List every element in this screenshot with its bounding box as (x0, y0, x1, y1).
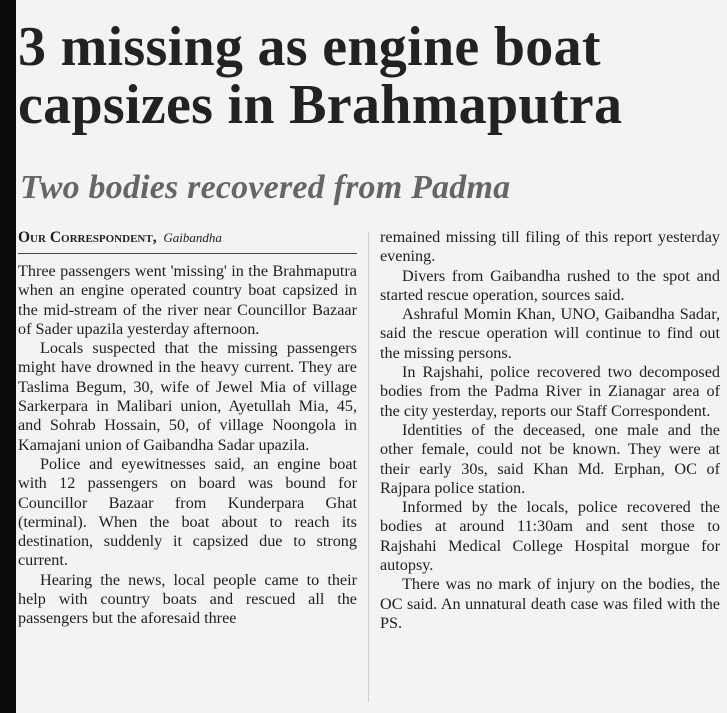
paragraph: Three passengers went 'missing' in the Brahmaputra when an engine operated country boat capsized in the mid-stream of the river near Councillor Bazaar of Sader upazila yesterday afternoon. (18, 262, 357, 338)
article-column-right (380, 228, 720, 633)
paragraph: There was no mark of injury on the bodies, the OC said. An unnatural death case was filed with the PS. (380, 575, 720, 632)
left-edge-bar (0, 0, 16, 713)
byline (18, 228, 357, 254)
headline: 3 missing as engine boat capsizes in Brahmaputra (18, 16, 623, 136)
paragraph: Hearing the news, local people came to their help with country boats and rescued all the passengers but the aforesaid three (18, 570, 357, 628)
paragraph: Informed by the locals, police recovered the bodies at around 11:30am and sent those to Rajshahi Medical College Hospital morgue for autopsy. (380, 498, 720, 575)
paragraph: Divers from Gaibandha rushed to the spot and started rescue operation, sources said. (380, 266, 720, 304)
paragraph: Police and eyewitnesses said, an engine boat with 12 passengers on board was bound for Councillor Bazaar from Kunderpara Ghat (terminal). When the boat about to reach its destination, suddenly it capsized due to strong current. (18, 454, 357, 570)
article-column-left (18, 228, 357, 629)
paragraph: remained missing till filing of this report yesterday evening. (380, 228, 720, 266)
paragraph: Identities of the deceased, one male and the other female, could not be known. They were at their early 30s, said Khan Md. Erphan, OC of Rajpara police station. (380, 420, 720, 497)
paragraph: In Rajshahi, police recovered two decomposed bodies from the Padma River in Zianagar area of the city yesterday, reports our Staff Correspondent. (380, 363, 720, 420)
subheadline: Two bodies recovered from Padma (20, 169, 511, 206)
byline-place: Gaibandha (163, 230, 222, 245)
paragraph: Ashraful Momin Khan, UNO, Gaibandha Sadar, said the rescue operation will continue to find out the missing persons. (380, 305, 720, 362)
news-article (18, 0, 722, 713)
byline-name: Our Correspondent, (18, 229, 157, 246)
column-divider (368, 232, 369, 702)
paragraph: Locals suspected that the missing passengers might have drowned in the heavy current. They are Taslima Begum, 30, wife of Jewel Mia of village Sarkerpara in Malibari union, Ayetullah Mia, 45, and Sohrab Hossain, 50, of village Noongola in Kamajani union of Gaibandha Sadar upazila. (18, 339, 357, 454)
